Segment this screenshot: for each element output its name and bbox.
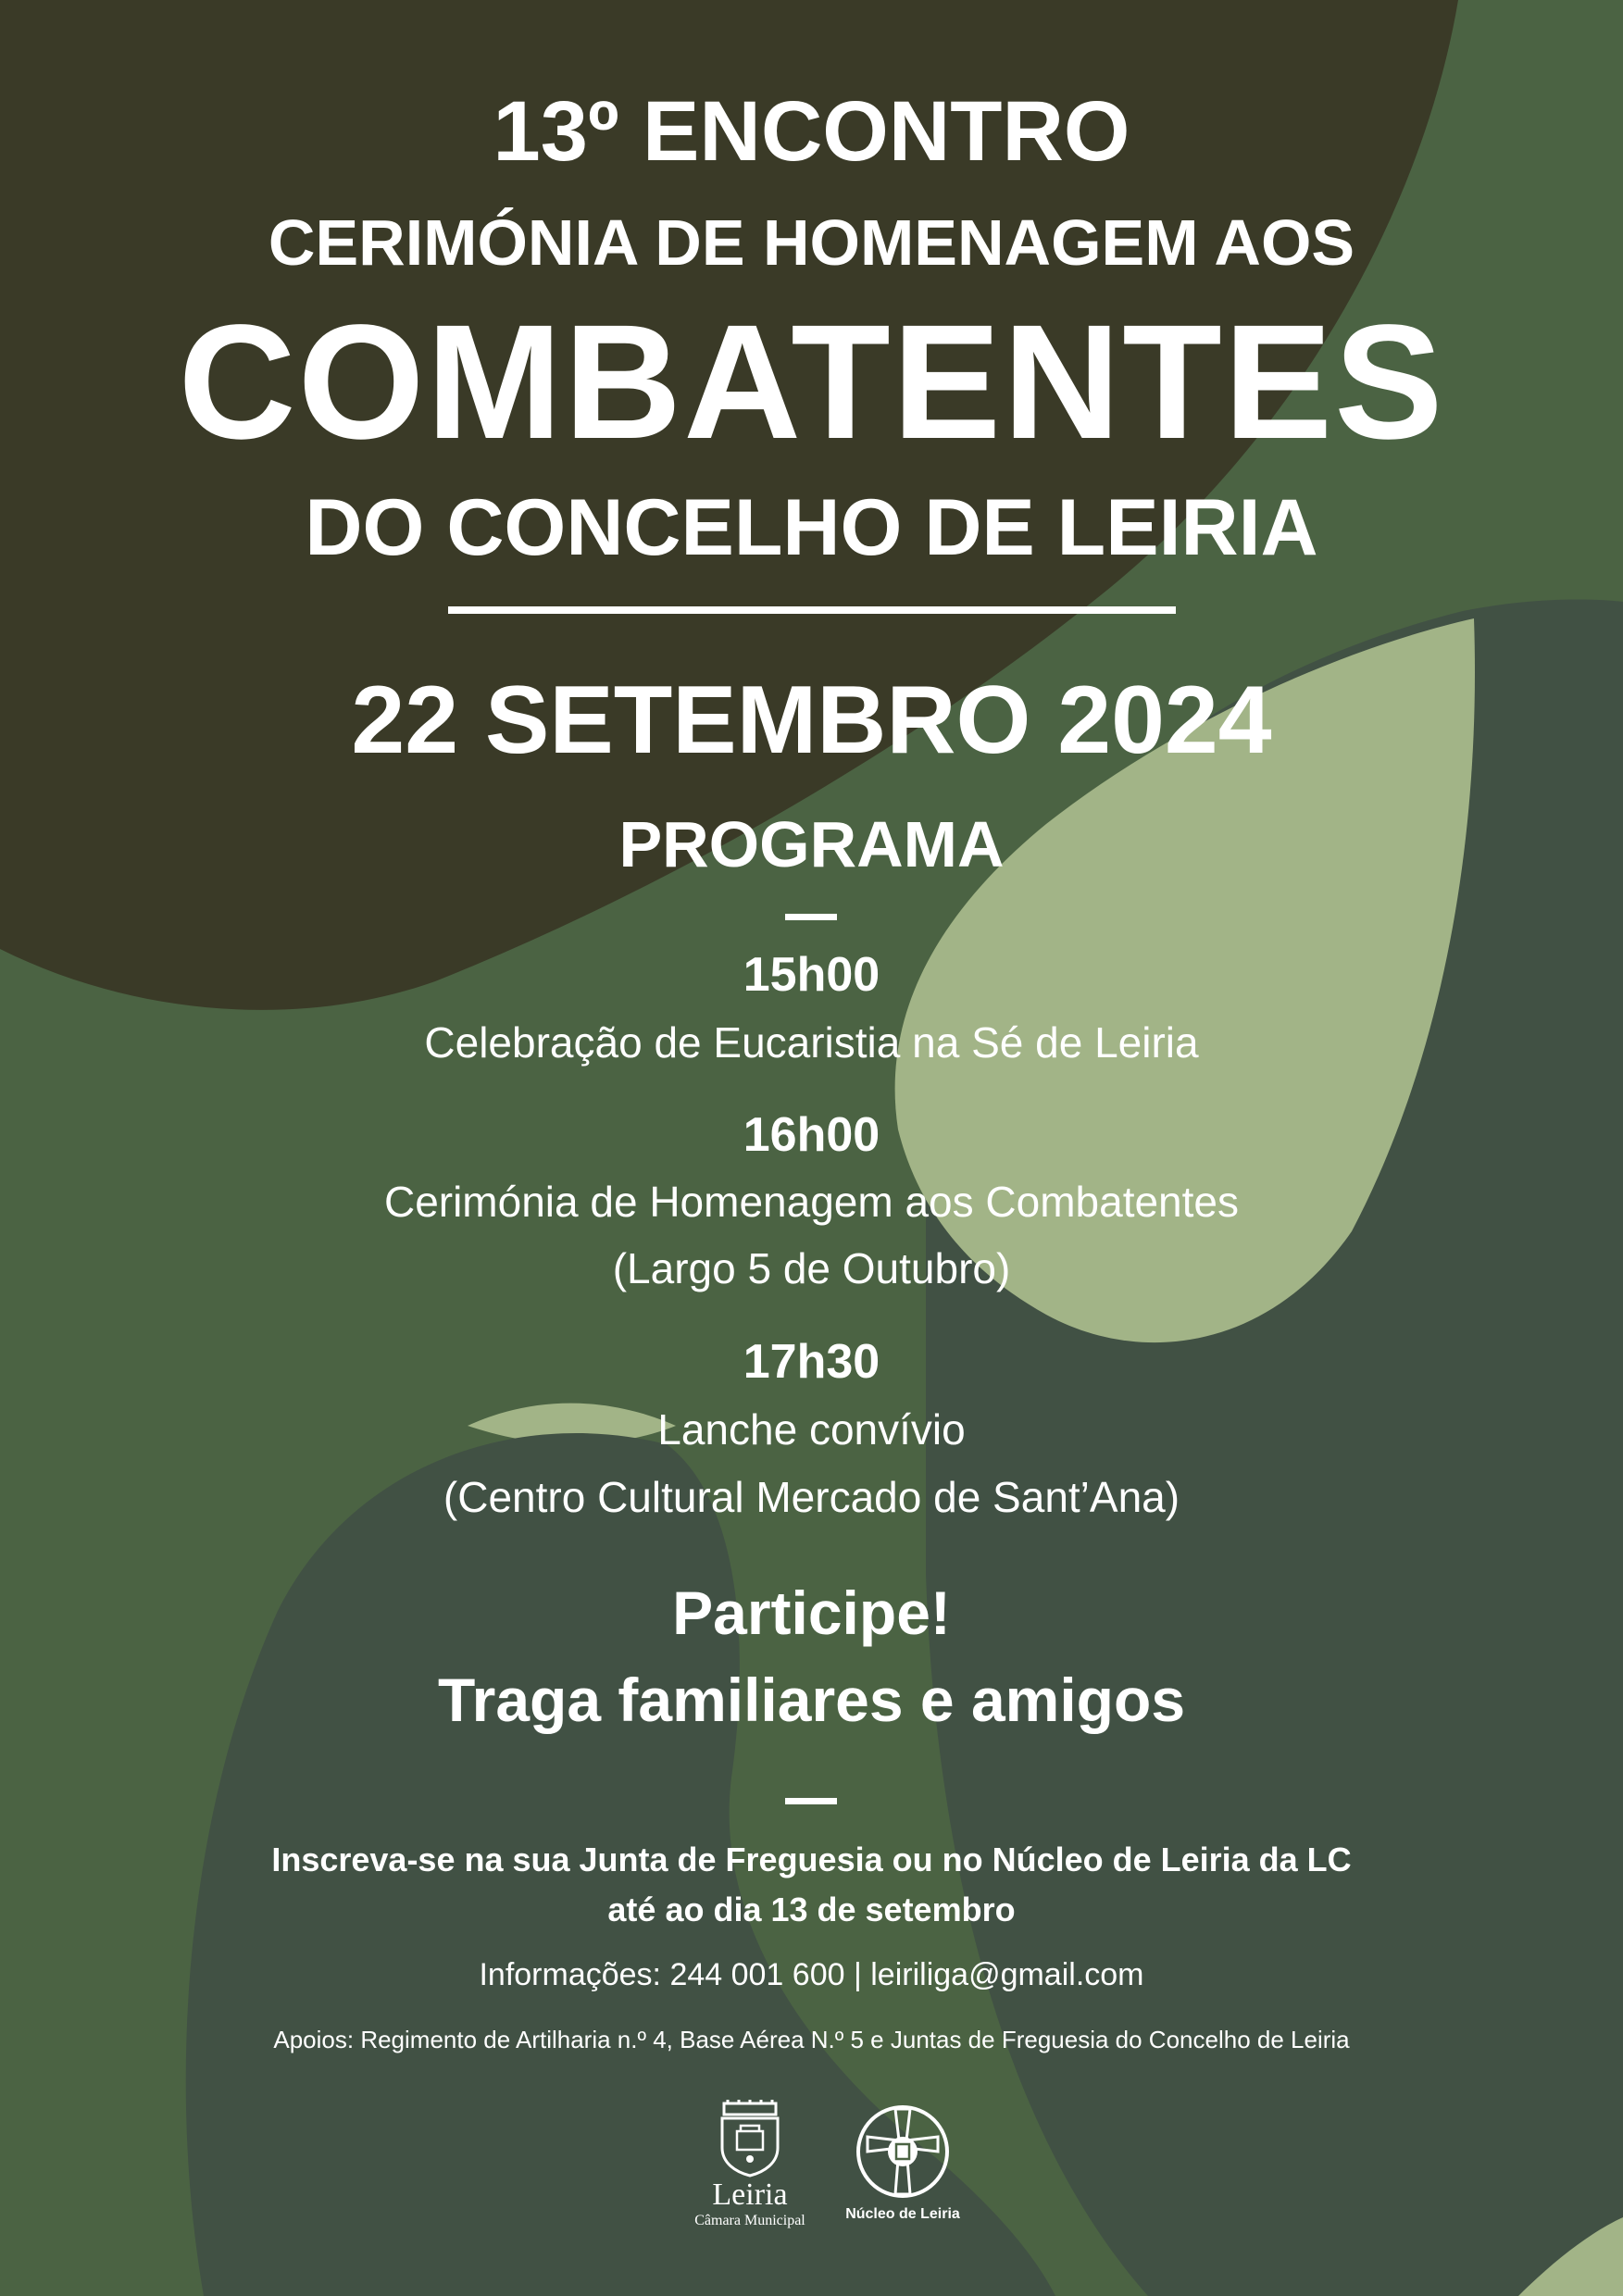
leiria-logo-subtitle: Câmara Municipal <box>694 2213 805 2228</box>
program-desc-2: Cerimónia de Homenagem aos Combatentes <box>383 1178 1240 1226</box>
nucleo-logo <box>815 2103 991 2224</box>
leiria-logo <box>685 2100 815 2229</box>
leiria-logo-name: Leiria <box>712 2177 788 2212</box>
ceremony-title: CERIMÓNIA DE HOMENAGEM AOS <box>268 206 1355 279</box>
concelho-title: DO CONCELHO DE LEIRIA <box>305 483 1318 572</box>
cta-traga: Traga familiares e amigos <box>437 1666 1186 1734</box>
program-heading: PROGRAMA <box>618 808 1005 880</box>
program-time-3: 17h30 <box>743 1335 880 1389</box>
program-location-3: (Centro Cultural Mercado de Sant’Ana) <box>443 1473 1180 1521</box>
coat-of-arms-icon <box>713 2100 787 2177</box>
program-desc-3: Lanche convívio <box>657 1405 966 1454</box>
inscreva-text: Inscreva-se na sua Junta de Freguesia ou no Núcleo de Leiria da LC <box>271 1841 1352 1878</box>
program-dash <box>785 914 837 920</box>
cross-emblem-icon <box>855 2103 951 2200</box>
program-location-2: (Largo 5 de Outubro) <box>612 1244 1011 1292</box>
event-date: 22 SETEMBRO 2024 <box>351 667 1272 774</box>
program-time-1: 15h00 <box>743 948 880 1002</box>
combatentes-title: COMBATENTES <box>178 292 1445 473</box>
encontro-title: 13º ENCONTRO <box>493 84 1130 179</box>
program-time-2: 16h00 <box>743 1108 880 1162</box>
footer-dash <box>785 1798 837 1804</box>
program-desc-1: Celebração de Eucaristia na Sé de Leiria <box>424 1018 1199 1067</box>
contact-info: Informações: 244 001 600 | leiriliga@gmail.com <box>479 1957 1144 1992</box>
apoios-text: Apoios: Regimento de Artilharia n.º 4, Base Aérea N.º 5 e Juntas de Freguesia do Concelho de Leiria <box>273 2026 1350 2053</box>
title-divider <box>448 606 1176 614</box>
nucleo-logo-name: Núcleo de Leiria <box>845 2206 960 2222</box>
cta-participe: Participe! <box>672 1578 951 1647</box>
deadline-text: até ao dia 13 de setembro <box>607 1890 1016 1928</box>
